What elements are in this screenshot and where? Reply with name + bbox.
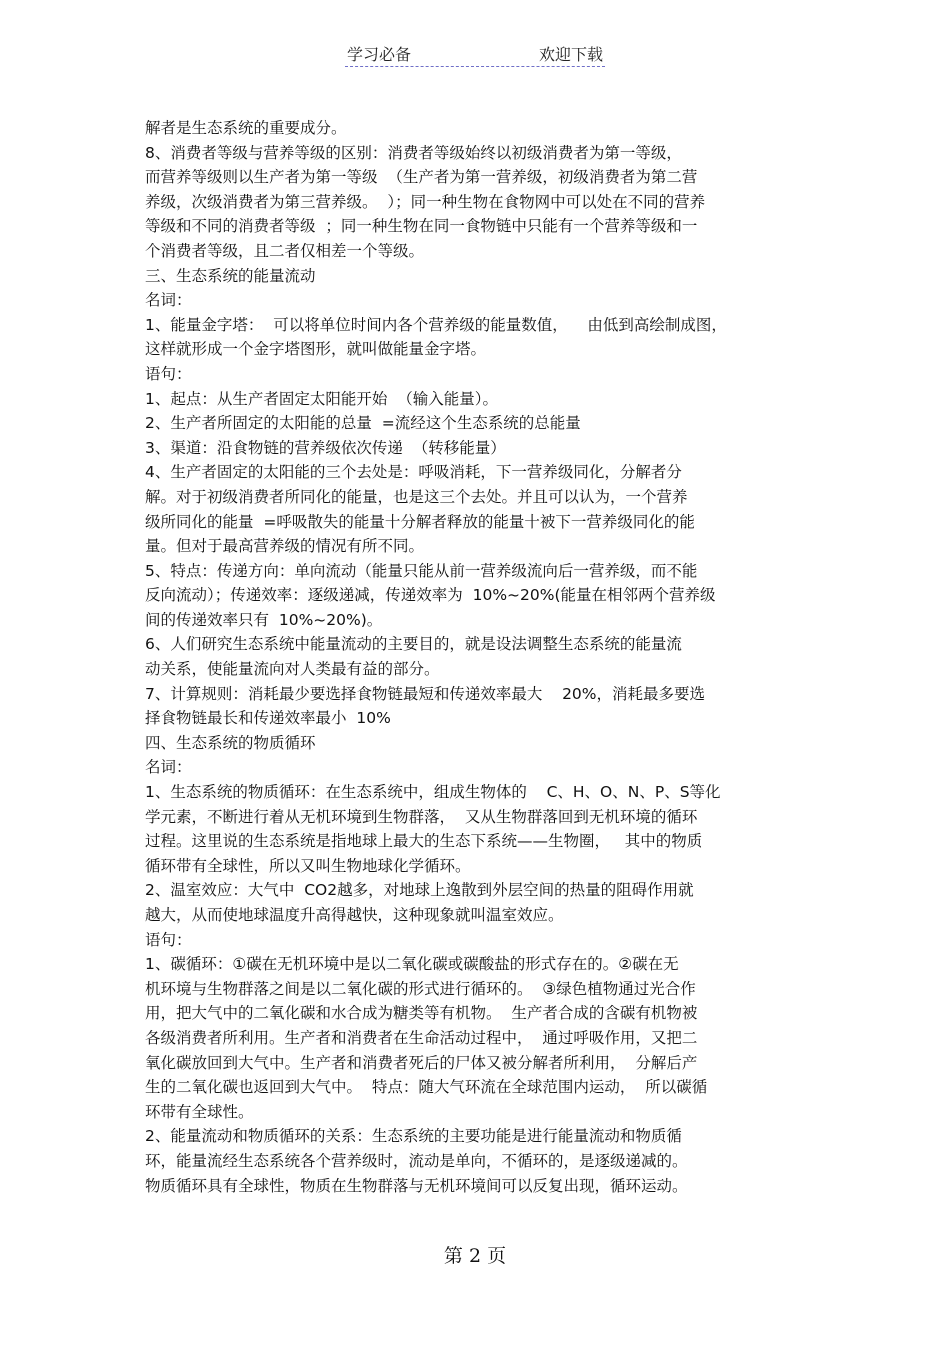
text-line: 越大，从而使地球温度升高得越快，这种现象就叫温室效应。 <box>145 906 564 924</box>
text-line: 物质循环具有全球性，物质在生物群落与无机环境间可以反复出现，循环运动。 <box>145 1176 688 1195</box>
text-line: 2、温室效应：大气中 CO2越多，对地球上逸散到外层空间的热量的阻碍作用就 <box>145 881 694 900</box>
text-line: 量。但对于最高营养级的情况有所不同。 <box>145 537 425 556</box>
subheading: 语句： <box>145 364 192 383</box>
text-line: 8、消费者等级与营养等级的区别：消费者等级始终以初级消费者为第一等级， <box>145 143 682 162</box>
subheading: 名词： <box>145 291 192 310</box>
section-heading: 三、生态系统的能量流动 <box>145 266 316 285</box>
text-line: 过程。这里说的生态系统是指地球上最大的生态下系统——生物圈， 其中的物质 <box>145 832 703 851</box>
text-line: 各级消费者所利用。生产者和消费者在生命活动过程中， 通过呼吸作用，又把二 <box>145 1028 698 1047</box>
text-line: 循环带有全球性，所以又叫生物地球化学循环。 <box>145 856 471 875</box>
text-line: 1、能量金字塔： 可以将单位时间内各个营养级的能量数值， 由低到高绘制成图， <box>145 315 727 334</box>
text-line: 1、生态系统的物质循环：在生态系统中，组成生物体的 C、H、O、N、P、S等化 <box>145 783 721 802</box>
text-line: 择食物链最长和传递效率最小 10% <box>145 709 391 728</box>
text-line: 反向流动）；传递效率：逐级递减，传递效率为 10%~20%(能量在相邻两个营养级 <box>145 586 716 605</box>
text-line: 等级和不同的消费者等级 ；同一种生物在同一食物链中只能有一个营养等级和一 <box>145 217 698 236</box>
page-number: 第 2 页 <box>443 1245 507 1267</box>
text-line: 氧化碳放回到大气中。生产者和消费者死后的尸体又被分解者所利用， 分解后产 <box>145 1053 698 1072</box>
text-line: 这样就形成一个金字塔图形，就叫做能量金字塔。 <box>145 340 487 359</box>
section-heading: 四、生态系统的物质循环 <box>145 733 316 752</box>
text-line: 养级，次级消费者为第三营养级。 ）；同一种生物在食物网中可以处在不同的营养 <box>145 192 706 211</box>
page-header <box>345 40 605 67</box>
text-line: 解者是生态系统的重要成分。 <box>145 119 347 137</box>
header-right-text: 欢迎下载 <box>538 45 603 64</box>
text-line: 而营养等级则以生产者为第一等级 （生产者为第一营养级，初级消费者为第二营 <box>145 168 698 187</box>
text-line: 环，能量流经生态系统各个营养级时，流动是单向，不循环的，是逐级递减的。 <box>145 1151 688 1170</box>
subheading: 名词： <box>145 758 192 777</box>
text-line: 6、人们研究生态系统中能量流动的主要目的，就是设法调整生态系统的能量流 <box>145 635 682 654</box>
text-line: 间的传递效率只有 10%~20%)。 <box>145 610 383 629</box>
text-line: 动关系，使能量流向对人类最有益的部分。 <box>145 660 440 679</box>
subheading: 语句： <box>145 930 192 949</box>
text-line: 4、生产者固定的太阳能的三个去处是：呼吸消耗，下一营养级同化，分解者分 <box>145 463 682 482</box>
text-line: 个消费者等级，且二者仅相差一个等级。 <box>145 241 425 260</box>
text-line: 2、能量流动和物质循环的关系：生态系统的主要功能是进行能量流动和物质循 <box>145 1127 682 1146</box>
text-line: 生的二氧化碳也返回到大气中。 特点：随大气环流在全球范围内运动， 所以碳循 <box>145 1078 708 1097</box>
text-line: 2、生产者所固定的太阳能的总量 =流经这个生态系统的总能量 <box>145 414 581 433</box>
text-line: 1、碳循环：①碳在无机环境中是以二氧化碳或碳酸盐的形式存在的。②碳在无 <box>145 955 679 974</box>
document-body <box>145 116 825 1198</box>
text-line: 7、计算规则：消耗最少要选择食物链最短和传递效率最大 20%，消耗最多要选 <box>145 684 706 703</box>
text-line: 用，把大气中的二氧化碳和水合成为糖类等有机物。 生产者合成的含碳有机物被 <box>145 1004 698 1023</box>
text-line: 解。对于初级消费者所同化的能量，也是这三个去处。并且可以认为，一个营养 <box>145 487 688 506</box>
text-line: 1、起点：从生产者固定太阳能开始 （输入能量）。 <box>145 389 498 408</box>
text-line: 级所同化的能量 =呼吸散失的能量十分解者释放的能量十被下一营养级同化的能 <box>145 512 695 531</box>
text-line: 5、特点：传递方向：单向流动（能量只能从前一营养级流向后一营养级，而不能 <box>145 561 698 580</box>
text-line: 学元素，不断进行着从无机环境到生物群落， 又从生物群落回到无机环境的循环 <box>145 807 698 826</box>
text-line: 3、渠道：沿食物链的营养级依次传递 （转移能量） <box>145 438 506 457</box>
text-line: 环带有全球性。 <box>145 1102 254 1121</box>
header-left-text: 学习必备 <box>347 45 412 64</box>
text-line: 机环境与生物群落之间是以二氧化碳的形式进行循环的。 ③绿色植物通过光合作 <box>145 979 696 998</box>
